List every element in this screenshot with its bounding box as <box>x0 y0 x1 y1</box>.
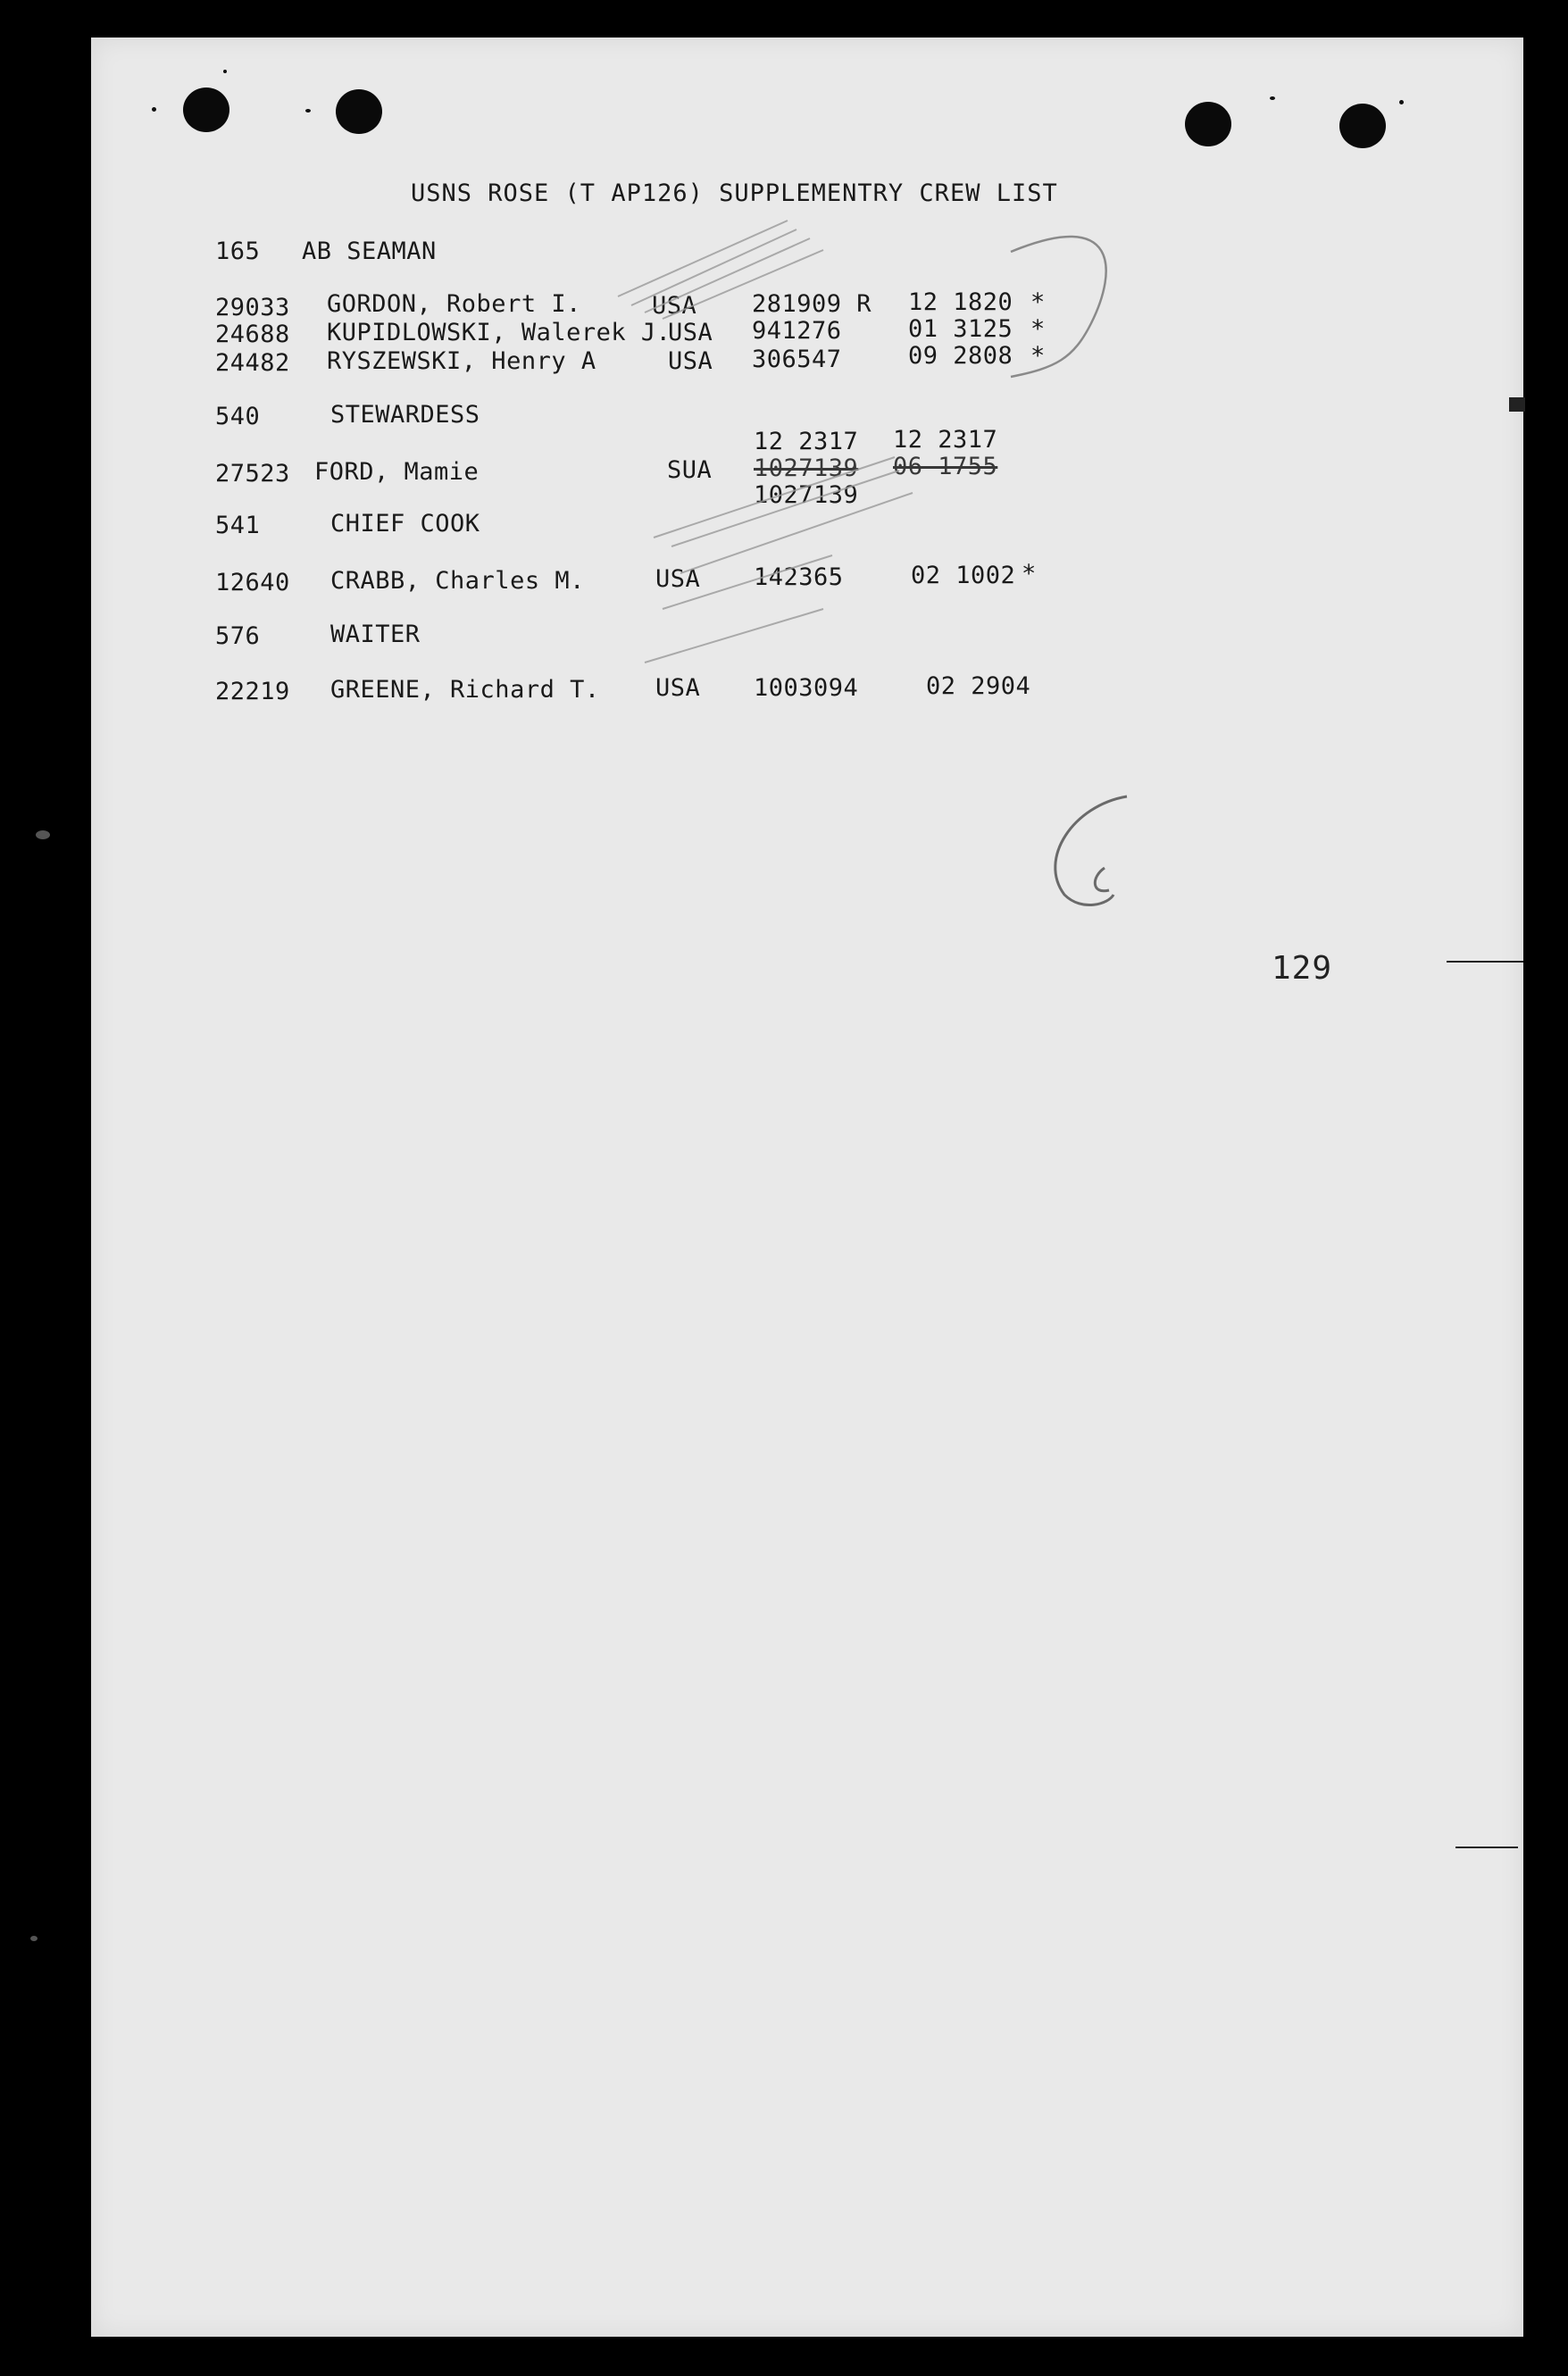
row-nationality: USA <box>652 292 697 320</box>
edge-mark <box>1509 397 1525 412</box>
pencil-bracket <box>1011 237 1106 377</box>
row-nationality: USA <box>655 674 701 702</box>
row-date-top: 12 2317 <box>893 426 998 454</box>
edge-mark <box>1455 1847 1518 1848</box>
section-code: 541 <box>215 512 261 539</box>
pencil-letter <box>1055 796 1127 905</box>
row-number: 142365 <box>754 563 844 591</box>
speck <box>152 107 156 112</box>
row-date: 02 2904 <box>926 672 1031 700</box>
row-number: 1003094 <box>754 674 859 702</box>
section-code: 576 <box>215 622 261 650</box>
punch-hole-3 <box>1185 102 1231 146</box>
row-number: 281909 R <box>752 290 872 318</box>
row-mark: * <box>1030 342 1046 370</box>
row-nationality: USA <box>668 347 713 375</box>
section-title: CHIEF COOK <box>330 510 480 538</box>
row-name: FORD, Mamie <box>314 458 480 486</box>
row-date: 02 1002 <box>911 562 1016 589</box>
document-title: USNS ROSE (T AP126) SUPPLEMENTRY CREW LIST <box>411 179 1058 207</box>
section-title: WAITER <box>330 621 421 648</box>
row-name: CRABB, Charles M. <box>330 567 585 595</box>
section-title: STEWARDESS <box>330 401 480 429</box>
punch-hole-1 <box>183 88 229 132</box>
section-code: 540 <box>215 403 261 430</box>
row-nationality: USA <box>668 319 713 346</box>
edge-mark <box>1447 961 1523 963</box>
speck <box>30 1936 38 1941</box>
row-mark: * <box>1030 315 1046 343</box>
row-id: 24688 <box>215 321 290 348</box>
punch-hole-2 <box>336 89 382 134</box>
row-id: 22219 <box>215 678 290 705</box>
punch-hole-4 <box>1339 104 1386 148</box>
row-date: 01 3125 <box>908 315 1013 343</box>
speck <box>36 830 50 839</box>
document-page <box>91 38 1523 2337</box>
row-id: 27523 <box>215 460 290 488</box>
row-date: 12 1820 <box>908 288 1013 316</box>
row-name: RYSZEWSKI, Henry A <box>327 347 596 375</box>
speck <box>1270 96 1275 100</box>
section-code: 165 <box>215 238 261 265</box>
row-name: KUPIDLOWSKI, Walerek J. <box>327 319 671 346</box>
row-date-struck: 06 1755 <box>893 453 998 480</box>
speck <box>223 70 227 73</box>
speck <box>1399 100 1404 104</box>
row-id: 12640 <box>215 569 290 596</box>
speck <box>305 109 311 113</box>
row-number-bottom: 1027139 <box>754 481 859 509</box>
row-number: 306547 <box>752 346 842 373</box>
row-number: 941276 <box>752 317 842 345</box>
row-mark: * <box>1030 288 1046 316</box>
page-number: 129 <box>1272 950 1333 987</box>
section-title: AB SEAMAN <box>302 238 437 265</box>
row-number-struck: 1027139 <box>754 454 859 482</box>
row-mark: * <box>1022 560 1037 588</box>
row-id: 29033 <box>215 294 290 321</box>
row-nationality: SUA <box>667 456 713 484</box>
row-nationality: USA <box>655 565 701 593</box>
row-name: GREENE, Richard T. <box>330 676 600 704</box>
row-name: GORDON, Robert I. <box>327 290 581 318</box>
row-date: 09 2808 <box>908 342 1013 370</box>
row-number-top: 12 2317 <box>754 428 859 455</box>
row-id: 24482 <box>215 349 290 377</box>
